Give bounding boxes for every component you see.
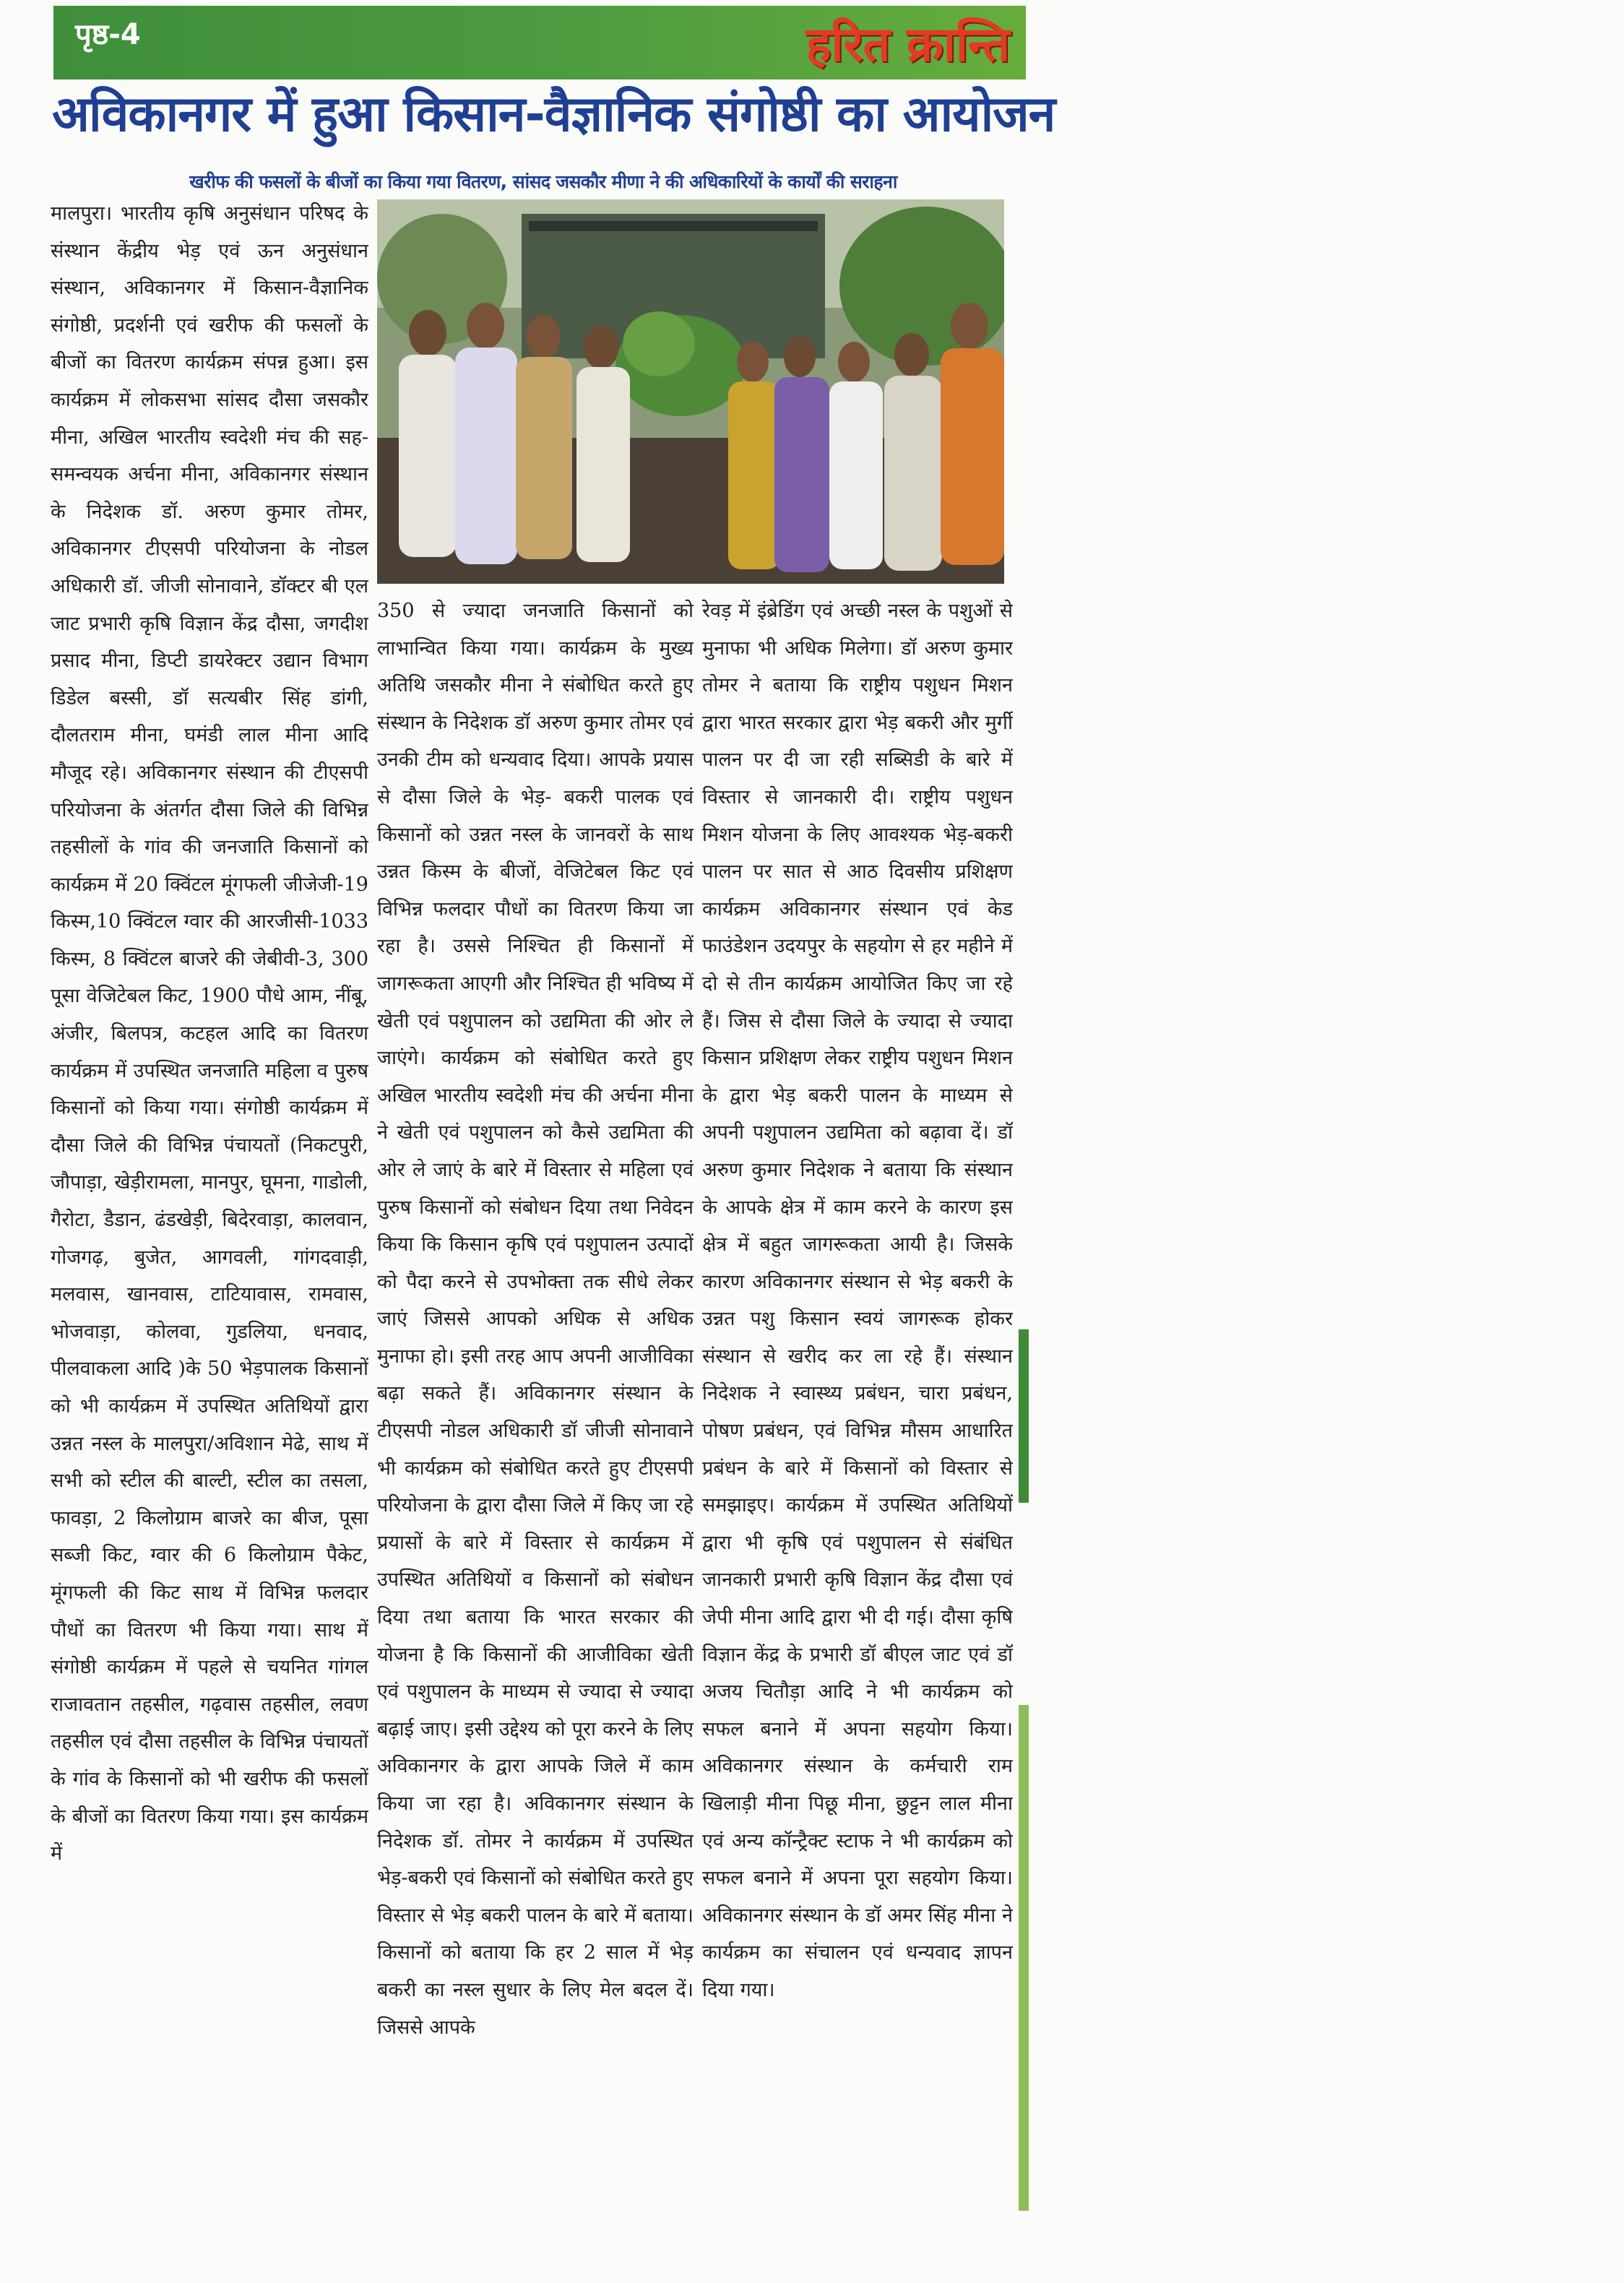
article-headline: अविकानगर में हुआ किसान-वैज्ञानिक संगोष्ठी का आयोजन bbox=[52, 86, 1055, 143]
masthead-band bbox=[53, 6, 1026, 79]
article-column-1: मालपुरा। भारतीय कृषि अनुसंधान परिषद के संस्थान केंद्रीय भेड़ एवं ऊन अनुसंधान संस्थान, अविकानगर में किसान-वैज्ञानिक संगोष्ठी, प्रदर्शनी एवं खरीफ की फसलों के बीजों का वितरण कार्यक्रम संपन्न हुआ। इस कार्यक्रम में लोकसभा सांसद दौसा जसकौर मीना, अखिल भारतीय स्वदेशी मंच की सह-समन्वयक अर्चना मीना, अविकानगर संस्थान के निदेशक डॉ. अरुण कुमार तोमर, अविकानगर टीएसपी परियोजना के नोडल अधिकारी डॉ. जीजी सोनावाने, डॉक्टर बी एल जाट प्रभारी कृषि विज्ञान केंद्र दौसा, जगदीश प्रसाद मीना, डिप्टी डायरेक्टर उद्यान विभाग डिडेल बस्सी, डॉ सत्यबीर सिंह डांगी, दौलतराम मीना, घमंडी लाल मीना आदि मौजूद रहे। अविकानगर संस्थान की टीएसपी परियोजना के अंतर्गत दौसा जिले की विभिन्न तहसीलों के गांव की जनजाति किसानों को कार्यक्रम में 20 क्विंटल मूंगफली जीजेजी-19 किस्म,10 क्विंटल ग्वार की आरजीसी-1033 किस्म, 8 क्विंटल बाजरे की जेबीवी-3, 300 पूसा वेजिटेबल किट, 1900 पौधे आम, नींबू, अंजीर, बिलपत्र, कटहल आदि का वितरण कार्यक्रम में उपस्थित जनजाति महिला व पुरुष किसानों को किया गया। संगोष्ठी कार्यक्रम में दौसा जिले की विभिन्न पंचायतों (निकटपुरी, जौपाड़ा, खेड़ीरामला, मानपुर, घूमना, गाडोली, गैरोटा, डैडान, ढंडखेड़ी, बिदेरवाड़ा, कालवान, गोजगढ़, बुजेत, आगवली, गांगदवाड़ी, मलवास, खानवास, टाटियावास, रामवास, भोजवाड़ा, कोलवा, गुडलिया, धनवाद, पीलवाकला आदि )के 50 भेड़पालक किसानों को भी कार्यक्रम में उपस्थित अतिथियों द्वारा उन्नत नस्ल के मालपुरा/अविशान मेढे, साथ में सभी को स्टील की बाल्टी, स्टील का तसला, फावड़ा, 2 किलोग्राम बाजरे का बीज, पूसा सब्जी किट, ग्वार की 6 किलोग्राम पैकेट, मूंगफली की किट साथ में विभिन्न फलदार पौधों का वितरण भी किया गया। साथ में संगोष्ठी कार्यक्रम में पहले से चयनित गांगल राजावतान तहसील, गढ़वास तहसील, लवण तहसील एवं दौसा तहसील के विभिन्न पंचायतों के गांव के किसानों को भी खरीफ की फसलों के बीजों का वितरण किया गया। इस कार्यक्रम में bbox=[51, 202, 368, 1865]
adjacent-page-edge bbox=[1019, 1329, 1029, 1503]
publication-name: हरित क्रान्ति bbox=[805, 16, 1010, 72]
article-subheadline: खरीफ की फसलों के बीजों का किया गया वितरण, सांसद जसकौर मीणा ने की अधिकारियों के कार्यों की सराहना bbox=[189, 171, 897, 192]
article-column-3: रेवड़ में इंब्रेडिंग एवं अच्छी नस्ल के पशुओं से मुनाफा भी अधिक मिलेगा। डॉ अरुण कुमार तोमर ने बताया कि राष्ट्रीय पशुधन मिशन द्वारा भारत सरकार द्वारा भेड़ बकरी और मुर्गी पालन पर दी जा रही सब्सिडी के बारे में विस्तार से जानकारी दी। राष्ट्रीय पशुधन मिशन योजना के लिए आवश्यक भेड़-बकरी पालन पर सात से आठ दिवसीय प्रशिक्षण कार्यक्रम अविकानगर संस्थान एवं केड फाउंडेशन उदयपुर के सहयोग से हर महीने में दो से तीन कार्यक्रम आयोजित किए जा रहे हैं। जिस से दौसा जिले के ज्यादा से ज्यादा किसान प्रशिक्षण लेकर राष्ट्रीय पशुधन मिशन के द्वारा भेड़ बकरी पालन के माध्यम से अपनी पशुपालन उद्यमिता को बढ़ावा दें। डॉ अरुण कुमार निदेशक ने बताया कि संस्थान के आपके क्षेत्र में काम करने के कारण इस क्षेत्र में बहुत जागरूकता आयी है। जिसके कारण अविकानगर संस्थान से भेड़ बकरी के उन्नत पशु किसान स्वयं जागरूक होकर संस्थान से खरीद कर ला रहे हैं। संस्थान निदेशक ने स्वास्थ्य प्रबंधन, चारा प्रबंधन, पोषण प्रबंधन, एवं विभिन्न मौसम आधारित प्रबंधन के बारे में किसानों को विस्तार से समझाइए। कार्यक्रम में उपस्थित अतिथियों द्वारा भी कृषि एवं पशुपालन से संबंधित जानकारी प्रभारी कृषि विज्ञान केंद्र दौसा एवं जेपी मीना आदि द्वारा भी दी गई। दौसा कृषि विज्ञान केंद्र के प्रभारी डॉ बीएल जाट एवं डॉ अजय चितौड़ा आदि ने भी कार्यक्रम को सफल बनाने में अपना सहयोग किया। अविकानगर संस्थान के कर्मचारी राम खिलाड़ी मीना पिछू मीना, छुट्टन लाल मीना एवं अन्य कॉन्ट्रैक्ट स्टाफ ने भी कार्यक्रम को सफल बनाने में अपना पूरा सहयोग किया। अविकानगर संस्थान के डॉ अमर सिंह मीना ने कार्यक्रम का संचालन एवं धन्यवाद ज्ञापन दिया गया। bbox=[702, 600, 1013, 2001]
article-column-2: 350 से ज्यादा जनजाति किसानों को लाभान्वित किया गया। कार्यक्रम के मुख्य अतिथि जसकौर मीना ने संबोधित करते हुए संस्थान के निदेशक डॉ अरुण कुमार तोमर एवं उनकी टीम को धन्यवाद दिया। आपके प्रयास से दौसा जिले के भेड़- बकरी पालक एवं किसानों को उन्नत नस्ल के जानवरों के साथ उन्नत किस्म के बीजों, वेजिटेबल किट एवं विभिन्न फलदार पौधों का वितरण किया जा रहा है। उससे निश्चित ही किसानों में जागरूकता आएगी और निश्चित ही भविष्य में खेती एवं पशुपालन को उद्यमिता की ओर ले जाएंगे। कार्यक्रम को संबोधित करते हुए अखिल भारतीय स्वदेशी मंच की अर्चना मीना ने खेती एवं पशुपालन को कैसे उद्यमिता की ओर ले जाएं के बारे में विस्तार से महिला एवं पुरुष किसानों को संबोधन दिया तथा निवेदन किया कि किसान कृषि एवं पशुपालन उत्पादों को पैदा करने से उपभोक्ता तक सीधे लेकर जाएं जिससे आपको अधिक से अधिक मुनाफा हो। इसी तरह आप अपनी आजीविका बढ़ा सकते हैं। अविकानगर संस्थान के टीएसपी नोडल अधिकारी डॉ जीजी सोनावाने भी कार्यक्रम को संबोधित करते हुए टीएसपी परियोजना के द्वारा दौसा जिले में किए जा रहे प्रयासों के बारे में विस्तार से कार्यक्रम में उपस्थित अतिथियों व किसानों को संबोधन दिया तथा बताया कि भारत सरकार की योजना है कि किसानों की आजीविका खेती एवं पशुपालन के माध्यम से ज्यादा से ज्यादा बढ़ाई जाए। इसी उद्देश्य को पूरा करने के लिए अविकानगर के द्वारा आपके जिले में काम किया जा रहा है। अविकानगर संस्थान के निदेशक डॉ. तोमर ने कार्यक्रम में उपस्थित भेड़-बकरी एवं किसानों को संबोधित करते हुए विस्तार से भेड़ बकरी पालन के बारे में बताया। किसानों को बताया कि हर 2 साल में भेड़ बकरी का नस्ल सुधार के लिए मेल बदल दें। जिससे आपके bbox=[377, 600, 694, 2039]
event-photo bbox=[377, 199, 1004, 584]
adjacent-page-edge bbox=[1019, 1705, 1029, 2211]
page-number: पृष्ठ-4 bbox=[75, 18, 141, 51]
